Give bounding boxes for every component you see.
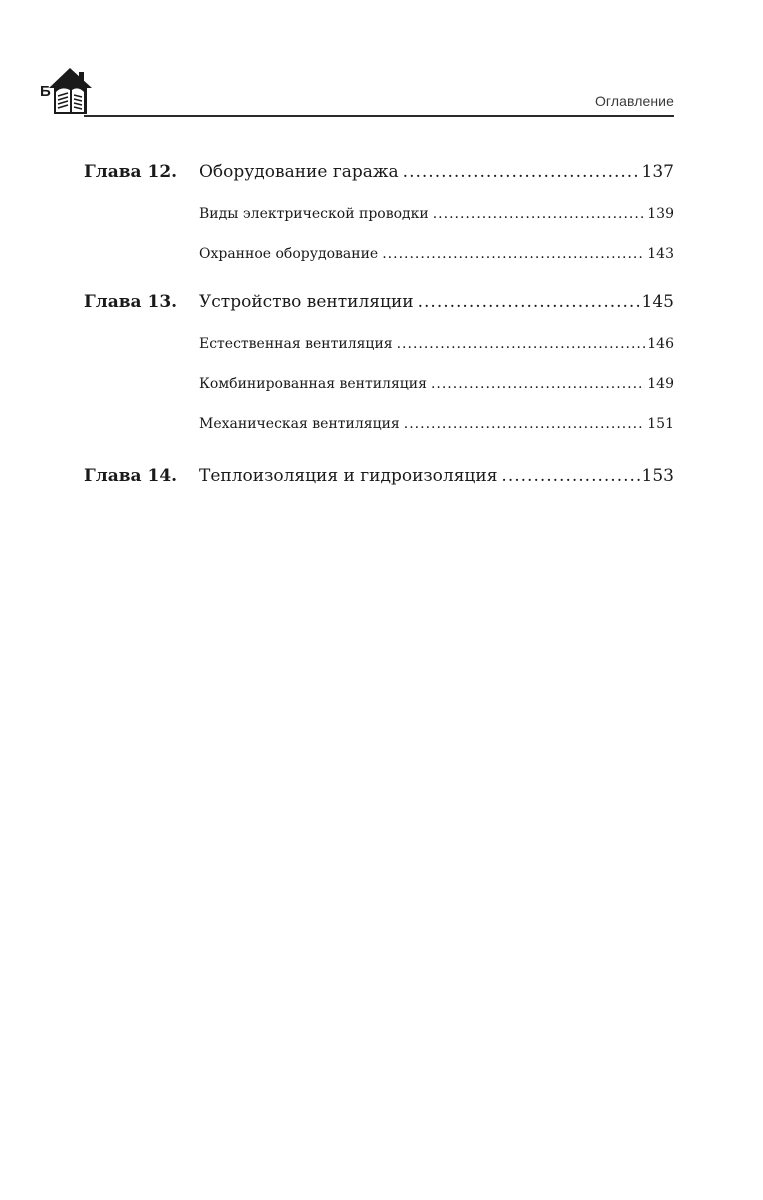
header-rule xyxy=(84,115,674,117)
chapter-label: Глава 13. xyxy=(84,292,178,312)
page-header xyxy=(40,66,674,118)
toc-section-row[interactable] xyxy=(84,404,674,444)
chapter-title: Теплоизоляция и гидроизоляция xyxy=(199,466,498,486)
section-title: Охранное оборудование xyxy=(199,246,379,262)
chapter-label: Глава 12. xyxy=(84,162,178,182)
section-title: Механическая вентиляция xyxy=(199,416,400,432)
toc-chapter-group xyxy=(84,150,674,274)
running-head: Оглавление xyxy=(594,93,674,109)
toc-chapter-group xyxy=(84,280,674,444)
section-title: Виды электрической проводки xyxy=(199,206,429,222)
chapter-label: Глава 14. xyxy=(84,466,178,486)
page-number: 137 xyxy=(641,162,674,182)
page-number: 139 xyxy=(647,206,674,222)
dot-leader xyxy=(404,404,646,444)
logo-letter: Б xyxy=(40,83,51,100)
dot-leader xyxy=(403,150,640,194)
dot-leader xyxy=(501,454,639,498)
dot-leader xyxy=(382,234,645,274)
house-logo-icon xyxy=(40,66,96,118)
page-number: 153 xyxy=(641,466,674,486)
toc-chapter-group xyxy=(84,454,674,498)
dot-leader xyxy=(431,364,645,404)
section-title: Комбинированная вентиляция xyxy=(199,376,427,392)
toc-section-row[interactable] xyxy=(84,234,674,274)
page-number: 143 xyxy=(647,246,674,262)
page-number: 149 xyxy=(647,376,674,392)
dot-leader xyxy=(418,280,640,324)
toc-section-row[interactable] xyxy=(84,324,674,364)
toc-chapter-row[interactable] xyxy=(84,280,674,324)
page-number: 146 xyxy=(647,336,674,352)
toc-section-row[interactable] xyxy=(84,364,674,404)
chapter-title: Устройство вентиляции xyxy=(199,292,414,312)
toc-chapter-row[interactable] xyxy=(84,454,674,498)
dot-leader xyxy=(397,324,646,364)
page-number: 151 xyxy=(647,416,674,432)
toc-chapter-row[interactable] xyxy=(84,150,674,194)
chapter-title: Оборудование гаража xyxy=(199,162,399,182)
toc-section-row[interactable] xyxy=(84,194,674,234)
section-title: Естественная вентиляция xyxy=(199,336,393,352)
page-number: 145 xyxy=(641,292,674,312)
table-of-contents xyxy=(84,150,674,498)
dot-leader xyxy=(433,194,646,234)
